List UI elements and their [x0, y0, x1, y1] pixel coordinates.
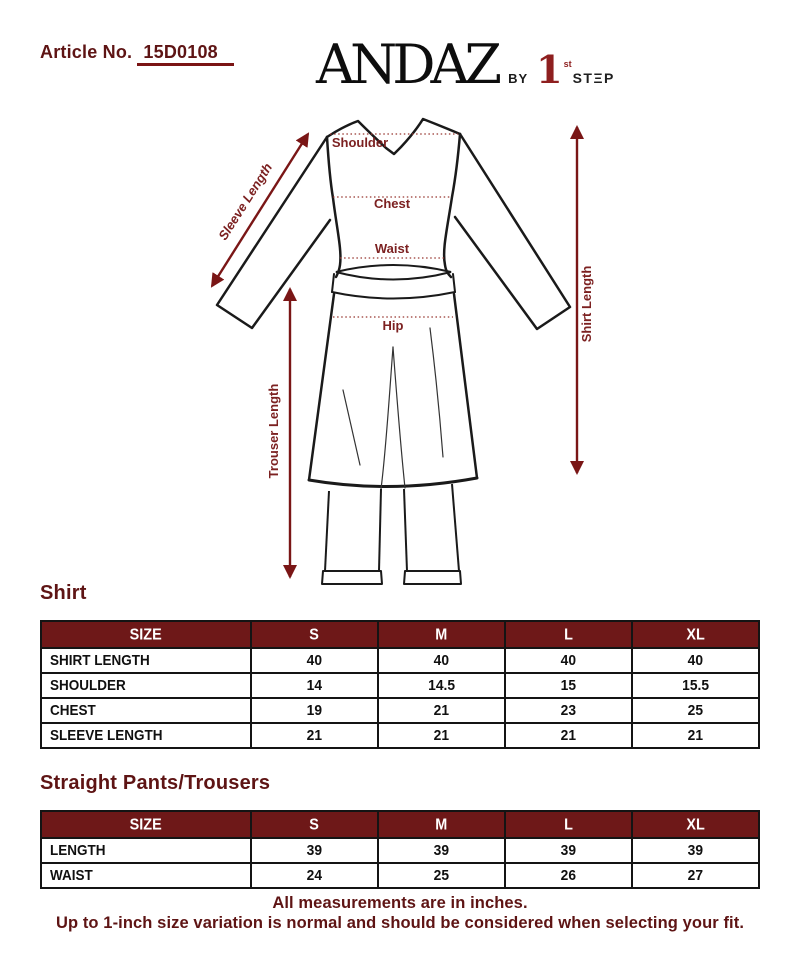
row-label: SLEEVE LENGTH: [41, 723, 251, 748]
right-pant-cuff: [404, 571, 461, 584]
size-value-cell: 23: [505, 698, 632, 723]
size-value-cell: 26: [505, 863, 632, 888]
row-label: WAIST: [41, 863, 251, 888]
brand-wordmark: ANDAZ: [316, 33, 498, 96]
pants-section-heading: Straight Pants/Trousers: [40, 772, 271, 794]
logo-by-text: BY: [508, 71, 529, 86]
size-value-cell: 15: [505, 673, 632, 698]
column-header-size: SIZE: [41, 811, 251, 838]
size-value-cell: 21: [505, 723, 632, 748]
table-row: [41, 673, 759, 698]
table-row: [41, 648, 759, 673]
size-value-cell: 21: [378, 723, 505, 748]
table-header-row: [41, 621, 759, 648]
waistband: [332, 265, 455, 299]
sleeve-length-arrow: [212, 134, 308, 286]
column-header-l: L: [505, 621, 632, 648]
size-value-cell: 39: [505, 838, 632, 863]
size-value-cell: 14.5: [378, 673, 505, 698]
size-value-cell: 40: [505, 648, 632, 673]
logo-st-superscript: st: [563, 59, 572, 69]
hip-label: Hip: [382, 318, 404, 333]
column-header-s: S: [251, 811, 378, 838]
logo-one-numeral: 1: [536, 47, 563, 92]
article-number: [40, 42, 234, 63]
size-value-cell: 24: [251, 863, 378, 888]
column-header-l: L: [505, 811, 632, 838]
pants-size-table: [40, 810, 760, 889]
column-header-m: M: [378, 621, 505, 648]
size-value-cell: 21: [251, 723, 378, 748]
chest-label: Chest: [373, 196, 411, 211]
size-value-cell: 15.5: [632, 673, 759, 698]
row-label: LENGTH: [41, 838, 251, 863]
size-value-cell: 21: [632, 723, 759, 748]
size-value-cell: 40: [378, 648, 505, 673]
size-value-cell: 40: [251, 648, 378, 673]
size-value-cell: 14: [251, 673, 378, 698]
size-value-cell: 25: [378, 863, 505, 888]
size-value-cell: 39: [632, 838, 759, 863]
footer-line-2: Up to 1-inch size variation is normal and should be considered when selecting your fit.: [55, 914, 745, 932]
article-number-value: 15D0108: [137, 42, 233, 66]
brand-logo: [316, 33, 615, 96]
shirt-size-table: [40, 620, 760, 749]
left-body-side: [327, 137, 340, 277]
garment-measurement-diagram: [190, 100, 610, 610]
column-header-xl: XL: [632, 811, 759, 838]
shoulder-label: Shoulder: [331, 135, 389, 150]
row-label: CHEST: [41, 698, 251, 723]
column-header-xl: XL: [632, 621, 759, 648]
right-sleeve: [455, 134, 570, 329]
waist-label: Waist: [374, 241, 410, 256]
logo-step-text: STΞP: [572, 70, 615, 86]
table-row: [41, 838, 759, 863]
size-value-cell: 27: [632, 863, 759, 888]
article-number-label: Article No.: [40, 42, 133, 62]
column-header-s: S: [251, 621, 378, 648]
table-header-row: [41, 811, 759, 838]
table-row: [41, 863, 759, 888]
table-row: [41, 698, 759, 723]
shirt-section-heading: Shirt: [40, 582, 87, 604]
sleeve-length-label: Sleeve Length: [215, 160, 276, 243]
size-value-cell: 19: [251, 698, 378, 723]
row-label: SHOULDER: [41, 673, 251, 698]
trouser-length-label: Trouser Length: [266, 383, 281, 479]
size-value-cell: 21: [378, 698, 505, 723]
left-pant-cuff: [322, 571, 382, 584]
column-header-m: M: [378, 811, 505, 838]
measurement-arrows: [212, 127, 577, 577]
right-body-side: [444, 134, 460, 277]
fabric-creases: [343, 328, 443, 489]
trousers-outline: [322, 484, 461, 584]
shirt-length-label: Shirt Length: [579, 265, 594, 343]
table-row: [41, 723, 759, 748]
size-value-cell: 40: [632, 648, 759, 673]
size-value-cell: 39: [378, 838, 505, 863]
row-label: SHIRT LENGTH: [41, 648, 251, 673]
footer-line-1: All measurements are in inches.: [272, 894, 528, 912]
measurement-dotted-lines: [330, 134, 458, 317]
column-header-size: SIZE: [41, 621, 251, 648]
footer-notes: [0, 893, 800, 933]
size-value-cell: 39: [251, 838, 378, 863]
size-value-cell: 25: [632, 698, 759, 723]
